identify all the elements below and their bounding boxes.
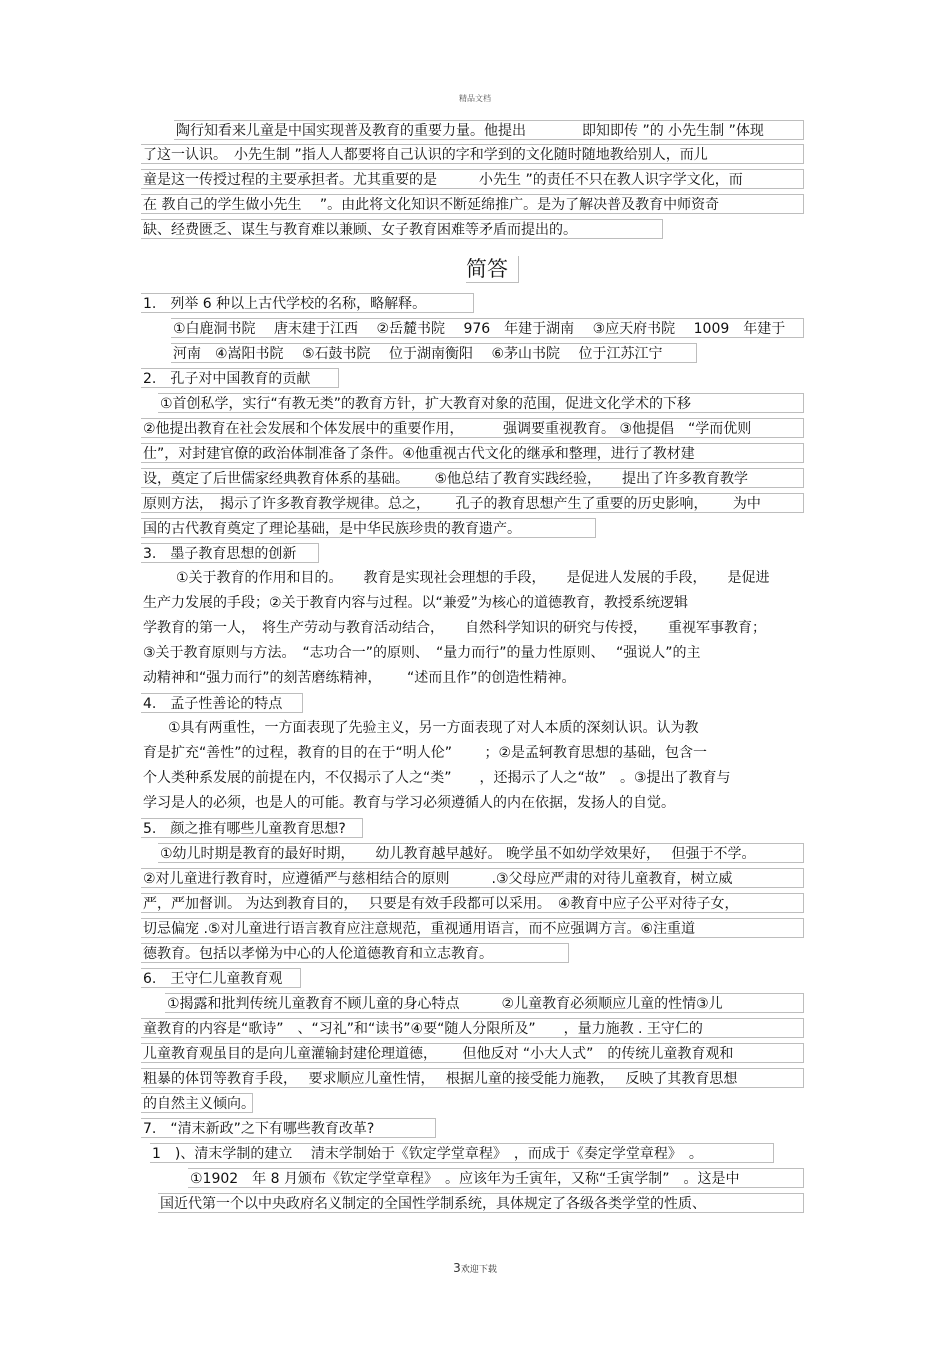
- question-heading: 4. 孟子性善论的特点: [141, 693, 303, 713]
- text-line: ①具有两重性，一方面表现了先验主义，另一方面表现了对人本质的深刻认识。认为教: [168, 720, 699, 736]
- page-footer: [0, 1261, 950, 1275]
- text-line: 学教育的第一人， 将生产劳动与教育活动结合， 自然科学知识的研究与传授， 重视军事教育；: [143, 620, 766, 636]
- text-line: 在 教自己的学生做小先生 ”。由此将文化知识不断延绵推广。是为了解决普及教育中师资奇: [141, 194, 804, 214]
- text-line: 个人类种系发展的前提在内，不仅揭示了人之“类” ，还揭示了人之“故” 。③提出了教育与: [143, 770, 731, 786]
- question-heading: 6. 王守仁儿童教育观: [141, 968, 301, 988]
- footer-note: 欢迎下载: [460, 1265, 497, 1275]
- text-line: ①1902 年 8 月颁布《钦定学堂章程》 。应该年为壬寅年，又称“壬寅学制” 。这是中: [188, 1168, 804, 1188]
- page-header: 精品文档: [459, 94, 491, 103]
- text-line: 缺、经费匮乏、谋生与教育难以兼顾、女子教育困难等矛盾而提出的。: [141, 219, 663, 239]
- question-heading: 1. 列举 6 种以上古代学校的名称，略解释。: [141, 293, 474, 313]
- text-line: ③关于教育原则与方法。 “志功合一”的原则、 “量力而行”的量力性原则、 “强说人”的主: [143, 645, 701, 661]
- text-line: 动精神和“强力而行”的刻苦磨练精神， “述而且作”的创造性精神。: [143, 670, 576, 686]
- text-line: 童是这一传授过程的主要承担者。尤其重要的是 小先生 ”的责任不只在教人识字学文化，而: [141, 169, 804, 189]
- text-line: ②他提出教育在社会发展和个体发展中的重要作用， 强调要重视教育。 ③他提倡 “学而优则: [141, 418, 804, 438]
- text-line: ②对儿童进行教育时，应遵循严与慈相结合的原则 .③父母应严肃的对待儿童教育，树立威: [141, 868, 804, 888]
- text-line: 仕”，对封建官僚的政治体制准备了条件。④他重视古代文化的继承和整理，进行了教材建: [141, 443, 804, 463]
- text-line: 生产力发展的手段；②关于教育内容与过程。以“兼爱”为核心的道德教育，教授系统逻辑: [143, 595, 689, 611]
- text-line: 了这一认识。 小先生制 ”指人人都要将自己认识的字和学到的文化随时随地教给别人，而儿: [141, 144, 804, 164]
- question-heading: 2. 孔子对中国教育的贡献: [141, 368, 339, 388]
- section-title: 简答: [466, 256, 519, 283]
- text-line: ①揭露和批判传统儿童教育不顾儿童的身心特点 ②儿童教育必须顺应儿童的性情③儿: [165, 993, 804, 1013]
- text-line: ①首创私学，实行“有教无类”的教育方针，扩大教育对象的范围，促进文化学术的下移: [158, 393, 804, 413]
- question-heading: 7. “清末新政”之下有哪些教育改革?: [141, 1118, 436, 1138]
- text-line: 的自然主义倾向。: [141, 1093, 253, 1113]
- question-heading: 5. 颜之推有哪些儿童教育思想?: [141, 818, 363, 838]
- text-line: 粗暴的体罚等教育手段， 要求顺应儿童性情， 根据儿童的接受能力施教， 反映了其教育思想: [141, 1068, 804, 1088]
- text-line: 德教育。包括以孝悌为中心的人伦道德教育和立志教育。: [141, 943, 569, 963]
- page-number: 3: [453, 1261, 461, 1275]
- text-line: 设，奠定了后世儒家经典教育体系的基础。 ⑤他总结了教育实践经验， 提出了许多教育教学: [141, 468, 804, 488]
- text-line: 童教育的内容是“歌诗” 、“习礼”和“读书”④要“随人分限所及” ，量力施教 . 王守仁的: [141, 1018, 804, 1038]
- question-heading: 3. 墨子教育思想的创新: [141, 543, 319, 563]
- text-line: ①白鹿洞书院 唐末建于江西 ②岳麓书院 976 年建于湖南 ③应天府书院 1009 年建于: [171, 318, 804, 338]
- text-line: 学习是人的必须，也是人的可能。教育与学习必须遵循人的内在依据，发扬人的自觉。: [143, 795, 675, 811]
- text-line: 国的古代教育奠定了理论基础，是中华民族珍贵的教育遗产。: [141, 518, 596, 538]
- text-line: 原则方法， 揭示了许多教育教学规律。总之， 孔子的教育思想产生了重要的历史影响， 为中: [141, 493, 804, 513]
- text-line: 儿童教育观虽目的是向儿童灌输封建伦理道德， 但他反对 “小大人式” 的传统儿童教育观和: [141, 1043, 804, 1063]
- text-line: 国近代第一个以中央政府名义制定的全国性学制系统，具体规定了各级各类学堂的性质、: [158, 1193, 804, 1213]
- text-line: 1 )、清末学制的建立 清末学制始于《钦定学堂章程》 ，而成于《奏定学堂章程》 。: [150, 1143, 774, 1163]
- text-line: ①关于教育的作用和目的。 教育是实现社会理想的手段， 是促进人发展的手段， 是促进: [176, 570, 770, 586]
- text-line: 陶行知看来儿童是中国实现普及教育的重要力量。他提出 即知即传 ”的 小先生制 ”体现: [174, 120, 804, 140]
- text-line: 严，严加督训。 为达到教育目的， 只要是有效手段都可以采用。 ④教育中应子公平对待子女，: [141, 893, 804, 913]
- text-line: 育是扩充“善性”的过程，教育的目的在于“明人伦” ；②是孟轲教育思想的基础，包含一: [143, 745, 708, 761]
- text-line: ①幼儿时期是教育的最好时期， 幼儿教育越早越好。 晚学虽不如幼学效果好， 但强于不学。: [158, 843, 804, 863]
- text-line: 河南 ④嵩阳书院 ⑤石鼓书院 位于湖南衡阳 ⑥茅山书院 位于江苏江宁: [171, 343, 697, 363]
- text-line: 切忌偏宠 .⑤对儿童进行语言教育应注意规范，重视通用语言，而不应强调方言。⑥注重道: [141, 918, 804, 938]
